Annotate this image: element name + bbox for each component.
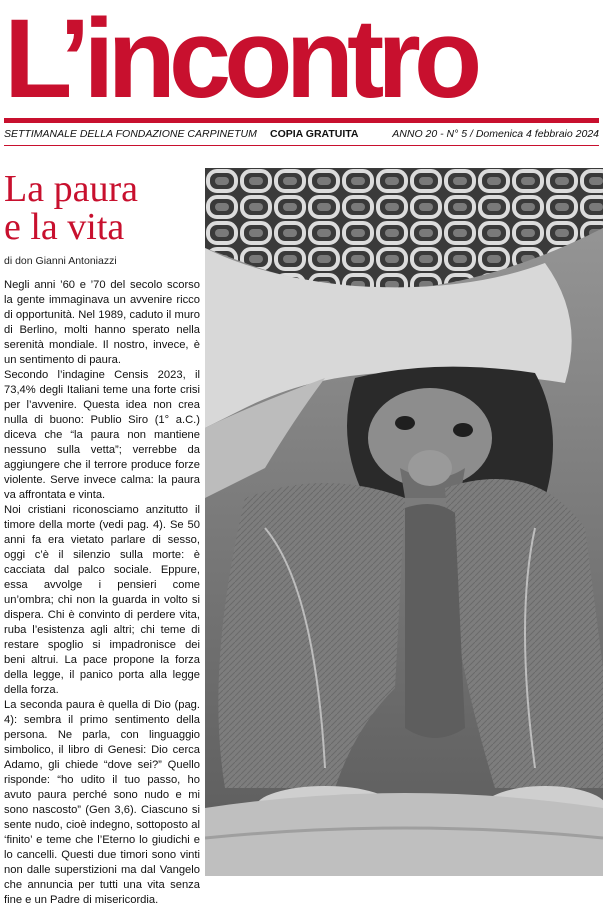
article-paragraph: Negli anni ’60 e ’70 del secolo scorso la gente immaginava un avvenire ricco di opportunità. Nel 1989, caduto il muro di Berlino, molti hanno sperato nella serenità mondiale. Il nostro, invece, è un sentimento di paura. [4,279,200,366]
subtitle: SETTIMANALE DELLA FONDAZIONE CARPINETUM [4,128,257,140]
cover-photo [205,168,603,876]
info-bar [4,127,599,141]
free-copy-label: COPIA GRATUITA [270,128,359,140]
byline: di don Gianni Antoniazzi [4,255,117,267]
info-rule [4,145,599,146]
title-line-2: e la vita [4,206,125,248]
masthead-logo: L’incontro [4,0,476,118]
masthead-rule [4,118,599,123]
article-body [4,278,200,908]
article-paragraph: Noi cristiani riconosciamo anzitutto il timore della morte (vedi pag. 4). Se 50 anni fa era vietato parlare di sesso, oggi c’è il silenzio sulla morte: è cacciata dal palco sociale. Eppure, essa avvolge i pensieri come un’ombra; chi non la guarda in volto si dispera. Chi è convinto di perdere vita, ruba l’esistenza agli altri; chi teme di restare spoglio si impadronisce dei beni altrui. La pace propone la forza della legge, il panico porta alla legge della forza. [4,504,200,696]
child-hiding-photo [205,168,603,876]
article-paragraph: La seconda paura è quella di Dio (pag. 4): sembra il primo sentimento della persona. Ne parla, con linguaggio simbolico, il libro di Genesi: Dio cerca Adamo, gli chiede “dove sei?” Quello risponde: “ho udito il tuo passo, ho avuto paura perché sono nudo e mi sono nascosto” (Gen 3,6). Ciascuno si sente nudo, cioè indegno, sottoposto al ‘finito’ e teme che l’Eterno lo giudichi e lo cancelli. Questi due timori sono vinti non dalle superstizioni ma dal Vangelo che annuncia per tutti una vita senza fine e un Padre di misericordia. [4,699,200,906]
article-title [4,170,204,246]
title-line-1: La paura [4,168,138,210]
article-paragraph: Secondo l’indagine Censis 2023, il 73,4% degli Italiani teme una forte crisi per l’avvenire. Questa idea non crea nulla di buono: Publio Siro (1° a.C.) diceva che “la paura non mantiene nessuno sulla vetta”; verrebbe da aggiungere che il terrore produce forze violente. Serve invece calma: la paura va affrontata e vinta. [4,369,200,501]
issue-info: ANNO 20 - N° 5 / Domenica 4 febbraio 2024 [392,128,599,140]
